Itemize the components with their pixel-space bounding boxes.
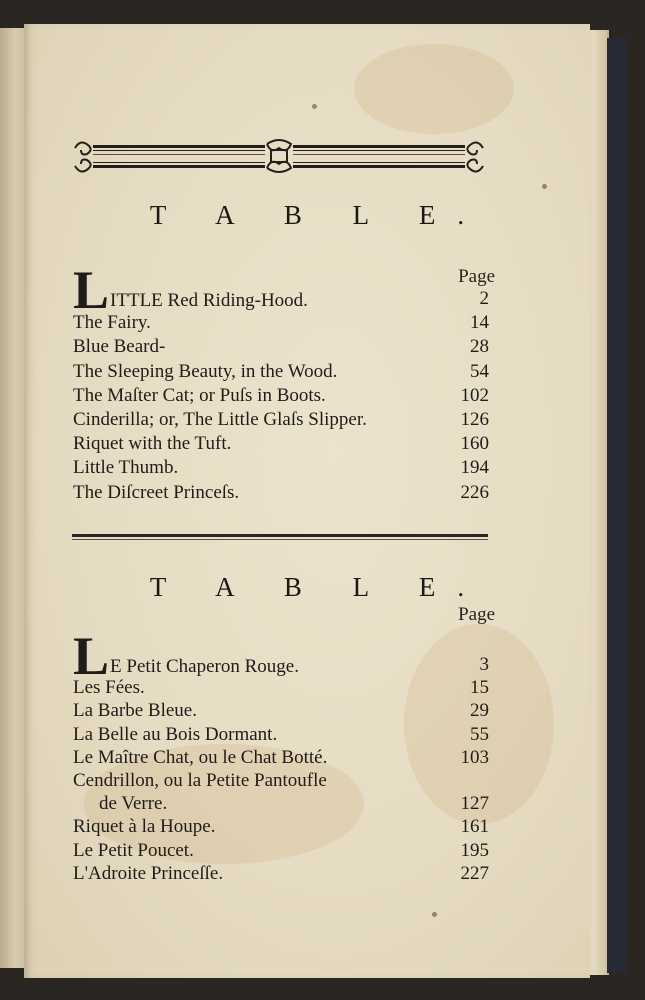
- entry-page-number: 14: [470, 312, 489, 334]
- contents-entry: [73, 336, 489, 360]
- entry-title: Cendrillon, ou la Petite Pantoufle: [73, 770, 327, 791]
- entry-page-number: 194: [460, 457, 489, 479]
- entry-title: Riquet with the Tuft.: [73, 433, 232, 455]
- entry-page-number: 2: [479, 288, 489, 309]
- entry-title: Cinderilla; or, The Little Glaſs Slipper.: [73, 409, 367, 430]
- contents-entry: [73, 747, 489, 771]
- entry-page-number: 126: [460, 409, 489, 430]
- entry-title: La Barbe Bleue.: [73, 700, 197, 722]
- contents-entry: [73, 385, 489, 409]
- entry-page-number: 127: [460, 793, 489, 815]
- contents-entry: [73, 361, 489, 385]
- contents-entry: [73, 816, 489, 840]
- contents-entry: [73, 840, 489, 864]
- contents-entry: [73, 457, 489, 481]
- entry-title: The Fairy.: [73, 312, 151, 334]
- entry-title: L'Adroite Princeſſe.: [73, 862, 224, 884]
- entry-page-number: 103: [460, 746, 489, 768]
- entry-page-number: 54: [470, 360, 489, 382]
- contents-entry: [73, 700, 489, 724]
- section-divider-rule-thin: [72, 539, 488, 540]
- entry-title: Little Thumb.: [73, 457, 179, 479]
- entry-page-number: 15: [470, 677, 489, 699]
- contents-entry: [73, 677, 489, 701]
- entry-title: Le Petit Poucet.: [73, 839, 194, 861]
- entry-title: The Maſter Cat; or Puſs in Boots.: [73, 384, 326, 406]
- drop-cap: L: [73, 626, 110, 686]
- entry-title: Blue Beard-: [73, 336, 166, 358]
- entry-page-number: 55: [470, 723, 489, 745]
- entry-title: La Belle au Bois Dormant.: [73, 723, 278, 745]
- drop-cap: L: [73, 260, 110, 320]
- table-heading-english: T A B L E.: [149, 200, 487, 230]
- page-column-label-english: Page: [458, 266, 495, 287]
- entry-title: Les Fées.: [73, 677, 145, 699]
- entry-page-number: 195: [460, 839, 489, 861]
- entry-page-number: 161: [460, 816, 489, 838]
- entry-title: LE Petit Chaperon Rouge.: [73, 626, 299, 686]
- ink-spot: [542, 184, 547, 189]
- foxing-stain: [354, 44, 514, 134]
- contents-entry: [73, 482, 489, 506]
- entry-page-number: 227: [460, 862, 489, 884]
- entry-title: Riquet à la Houpe.: [73, 816, 216, 838]
- entry-title: The Diſcreet Princeſs.: [73, 481, 240, 503]
- facing-page-edge: [0, 28, 26, 968]
- entry-title: Le Maître Chat, ou le Chat Botté.: [73, 746, 328, 768]
- contents-entry: [73, 312, 489, 336]
- entry-page-number: 160: [460, 433, 489, 455]
- entry-page-number: 226: [460, 481, 489, 503]
- contents-entry: [73, 770, 489, 794]
- entry-title: de Verre.: [99, 793, 168, 815]
- entry-title: The Sleeping Beauty, in the Wood.: [73, 360, 338, 382]
- contents-entry: [73, 433, 489, 457]
- book-page: [24, 24, 590, 978]
- contents-entry: [73, 724, 489, 748]
- entry-page-number: 3: [479, 654, 489, 675]
- page-column-label-french: Page: [458, 604, 495, 625]
- book-cover-edge: [607, 38, 627, 973]
- decorative-border-ornament: [71, 136, 487, 176]
- ink-spot: [312, 104, 317, 109]
- entry-page-number: 102: [460, 384, 489, 406]
- entry-title: LITTLE Red Riding-Hood.: [73, 260, 308, 320]
- contents-entry: [73, 626, 489, 686]
- contents-entry: [73, 793, 489, 817]
- entry-page-number: 29: [470, 700, 489, 722]
- table-heading-french: T A B L E.: [149, 572, 487, 602]
- contents-entry: [73, 863, 489, 887]
- contents-entry: [73, 409, 489, 433]
- entry-page-number: 28: [470, 336, 489, 358]
- ink-spot: [432, 912, 437, 917]
- section-divider-rule: [72, 534, 488, 537]
